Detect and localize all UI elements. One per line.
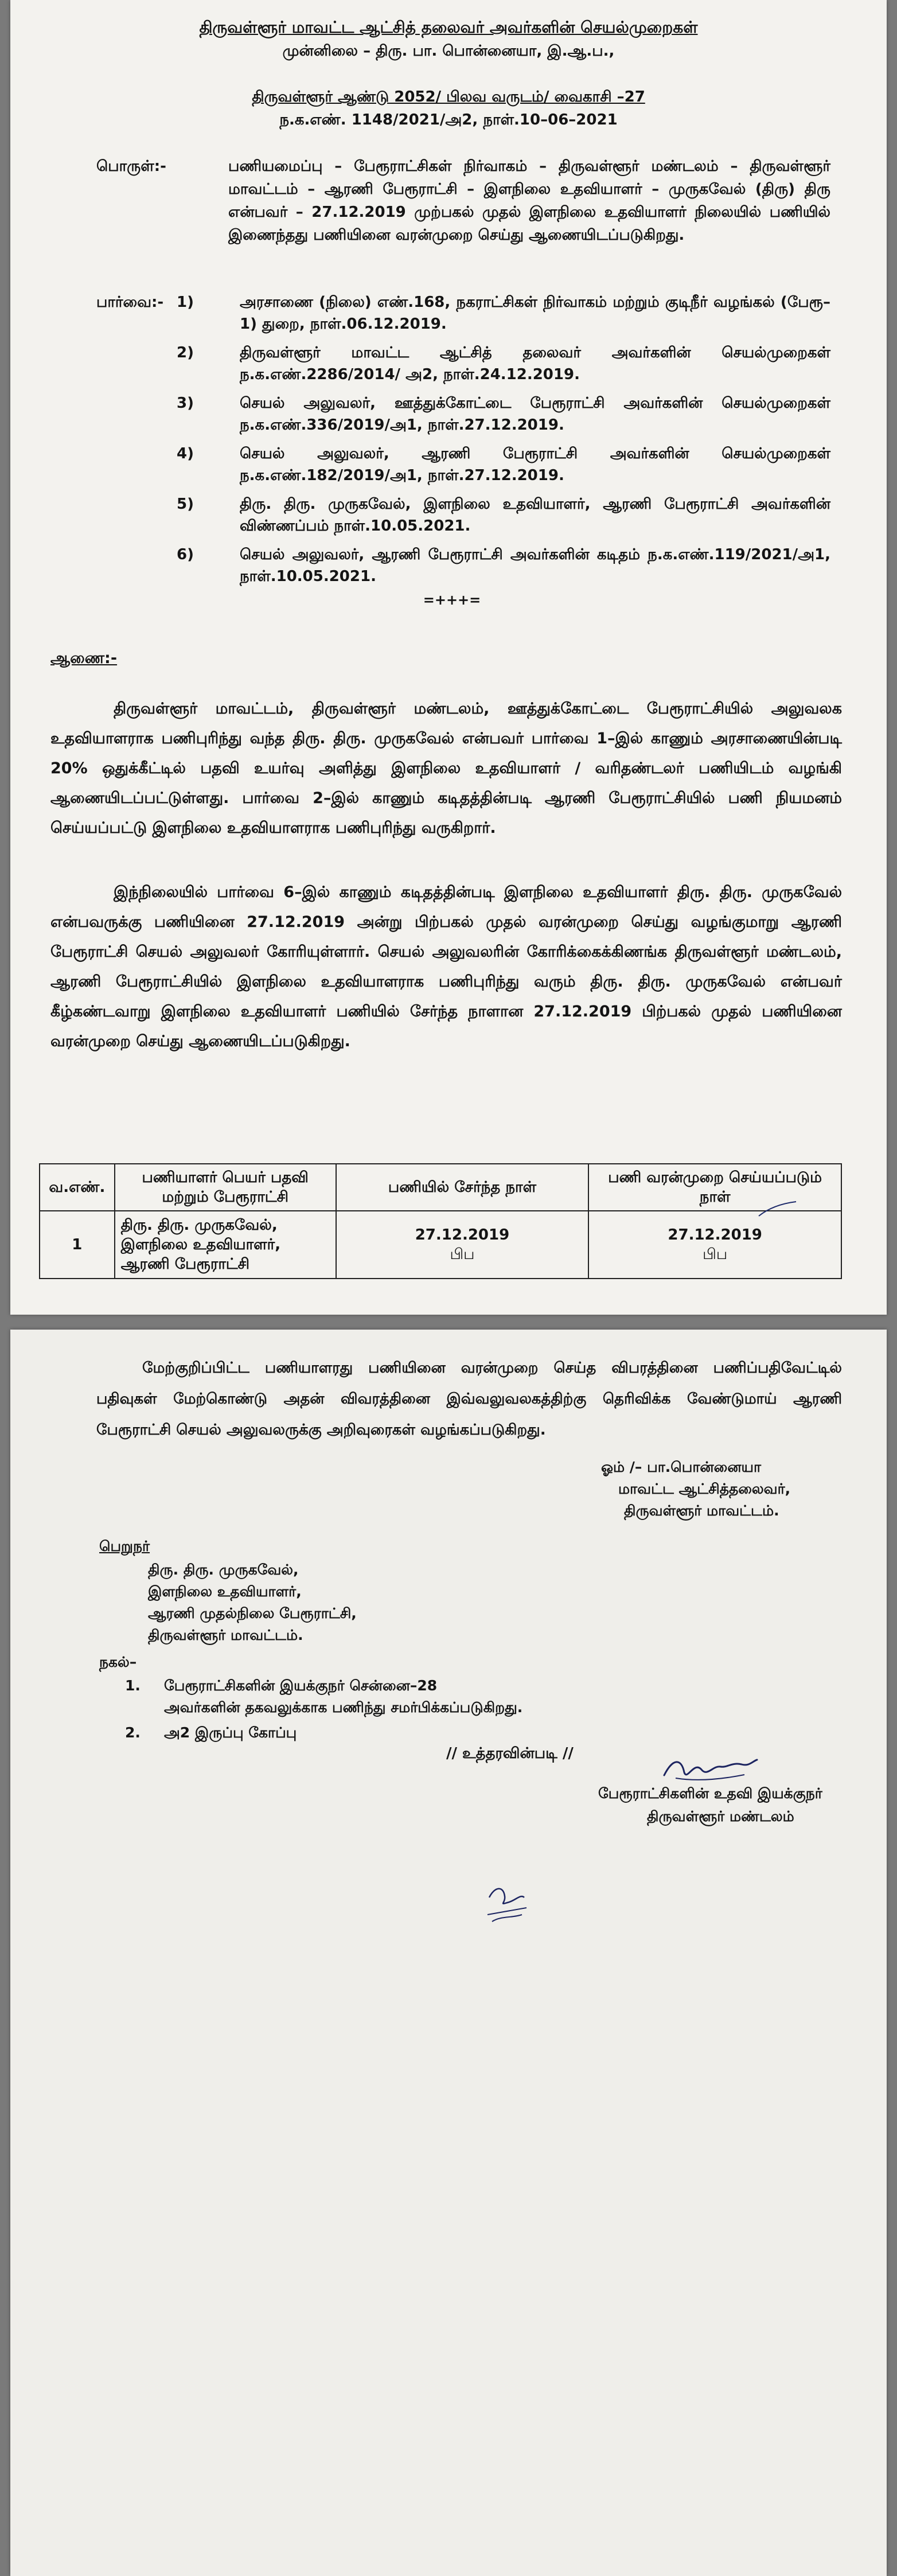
copy-label: நகல்– [99,1654,137,1670]
table-header-cell: வ.எண். [40,1164,115,1211]
recipient-line: ஆரணி முதல்நிலை பேரூராட்சி, [148,1605,357,1622]
copy-item-text: அ2 இருப்பு கோப்பு [164,1724,297,1741]
instruction-paragraph: மேற்குறிப்பிட்ட பணியாளரது பணியினை வரன்முறை செய்த விபரத்தினை பணிப்பதிவேட்டில் பதிவுகள் மேற்கொண்டு அதன் விவரத்தினை இவ்வலுவலகத்திற்கு தெரிவிக்க வேண்டுமாய் ஆரணி பேரூராட்சி செயல் அலுவலருக்கு அறிவுரைகள் வழங்கப்படுகிறது. [96,1359,842,1439]
by-order-line: // உத்தரவின்படி // [446,1745,574,1762]
references-separator: =+++= [423,592,481,608]
header-reference-number: ந.க.எண். 1148/2021/அ2, நாள்.10–06–2021 [279,111,618,128]
table-cell-joined [336,1211,589,1279]
order-paragraph-1: திருவள்ளூர் மாவட்டம், திருவள்ளூர் மண்டலம், ஊத்துக்கோட்டை பேரூராட்சியில் அலுவலக உதவியாளராக பணிபுரிந்து வந்த திரு. திரு. முருகவேல் என்பவர் பார்வை 1–இல் காணும் அரசாணையின்படி 20% ஒதுக்கீட்டில் பதவி உயர்வு அளித்து இளநிலை உதவியாளர் / வரிதண்டலர் பணியிடம் வழங்கி ஆணையிடப்பட்டுள்ளது. பார்வை 2–இல் காணும் கடிதத்தின்படி ஆரணி பேரூராட்சியில் பணி நியமனம் செய்யப்பட்டு இளநிலை உதவியாளராக பணிபுரிந்து வருகிறார். [50,700,842,837]
references-label: பார்வை:- [96,294,164,311]
regularised-session: பிப [703,1246,728,1263]
subject-label: பொருள்:- [96,158,166,175]
document-page-1: திருவள்ளூர் மாவட்ட ஆட்சித் தலைவர் அவர்களின் செயல்முறைகள் முன்னிலை – திரு. பா. பொன்னையா, இ.ஆ.ப., திருவள்ளூர் ஆண்டு 2052/ பிலவ வருடம்/ வைகாசி –27 ந.க.எண். 1148/2021/அ2, நாள்.10–06–2021 பொருள்:- பணியமைப்பு – பேரூராட்சிகள் நிர்வாகம் – திருவள்ளூர் மண்டலம் – திருவள்ளூர் மாவட்டம் – ஆரணி பேரூராட்சி – இளநிலை உதவியாளர் – முருகவேல் (திரு) திரு என்பவர் – 27.12.2019 முற்பகல் முதல் இளநிலை உதவியாளர் நிலையில் பணியில் இணைந்தது பணியினை வரன்முறை செய்து ஆணையிடப்படுகிறது. பார்வை:- 1) அரசாணை (நிலை) எண்.168, நகராட்சிகள் நிர்வாகம் மற்றும் குடிநீர் வழங்கல் (பேரூ–1) துறை, நாள்.06.12.2019. 2) திருவள்ளூர் மாவட்ட ஆட்சித் தலைவர் அவர்களின் செயல்முறைகள் ந.க.எண்.2286/2014/ அ2, நாள்.24.12.2019. 3) செயல் அலுவலர், ஊத்துக்கோட்டை பேரூராட்சி அவர்களின் செயல்முறைகள் ந.க.எண்.336/2019/அ1, நாள்.27.12.2019. 4) செயல் அலுவலர், ஆரணி பேரூராட்சி அவர்களின் செயல்முறைகள் ந.க.எண்.182/2019/அ1, நாள்.27.12.2019. 5) திரு. திரு. முருகவேல், இளநிலை உதவியாளர், ஆரணி பேரூராட்சி அவர்களின் விண்ணப்பம் நாள்.10.05.2021. 6) செயல் அலுவலர், ஆரணி பேரூராட்சி அவர்களின் கடிதம் ந.க.எண்.119/2021/அ1, நாள்.10.05.2021. =+++= ஆணை:- திருவள்ளூர் மாவட்டம், திருவள்ளூர் மண்டலம், ஊத்துக்கோட்டை பேரூராட்சியில் அலுவலக உதவியாளராக பணிபுரிந்து வந்த திரு. திரு. முருகவேல் என்பவர் பார்வை 1–இல் காணும் அரசாணையின்படி 20% ஒதுக்கீட்டில் பதவி உயர்வு அளித்து இளநிலை உதவியாளர் / வரிதண்டலர் பணியிடம் வழங்கி ஆணையிடப்பட்டுள்ளது. பார்வை 2–இல் காணும் கடிதத்தின்படி ஆரணி பேரூராட்சியில் பணி நியமனம் செய்யப்பட்டு இளநிலை உதவியாளராக பணிபுரிந்து வருகிறார். இந்நிலையில் பார்வை 6–இல் காணும் கடிதத்தின்படி இளநிலை உதவியாளர் திரு. திரு. முருகவேல் என்பவருக்கு பணியினை 27.12.2019 அன்று பிற்பகல் முதல் வரன்முறை செய்து வழங்குமாறு ஆரணி பேரூராட்சி செயல் அலுவலர் கோரியுள்ளார். செயல் அலுவலரின் கோரிக்கைக்கிணங்க திருவள்ளூர் மண்டலம், ஆரணி பேரூராட்சியில் இளநிலை உதவியாளராக பணிபுரிந்து வரும் திரு. திரு. முருகவேல் என்பவர் கீழ்கண்டவாறு இளநிலை உதவியாளர் பணியில் சேர்ந்த நாளான 27.12.2019 பிற்பகல் முதல் பணியினை வரன்முறை செய்து ஆணையிடப்படுகிறது. வ.எண். பணியாளர் பெயர் பதவி மற்றும் பேரூராட்சி பணியில் சேர்ந்த நாள் பணி வரன்முறை செய்யப்படும் நாள் 1 திரு. திரு. முருகவேல், இளநிலை உதவியாளர், ஆரணி பேரூராட்சி 27.12.2019 பிப 27.12.2019 பிப [10,0,887,1315]
table-header-cell: பணியாளர் பெயர் பதவி மற்றும் பேரூராட்சி [115,1164,336,1211]
recipient-block [148,1559,357,1646]
signed-by-designation: மாவட்ட ஆட்சித்தலைவர், [618,1480,791,1497]
table-header-row [40,1164,841,1211]
recipient-line: திருவள்ளூர் மாவட்டம். [148,1627,303,1643]
subject-text: பணியமைப்பு – பேரூராட்சிகள் நிர்வாகம் – திருவள்ளூர் மண்டலம் – திருவள்ளூர் மாவட்டம் – ஆரணி பேரூராட்சி – இளநிலை உதவியாளர் – முருகவேல் (திரு) திரு என்பவர் – 27.12.2019 முற்பகல் முதல் இளநிலை உதவியாளர் நிலையில் பணியில் இணைந்தது பணியினை வரன்முறை செய்து ஆணையிடப்படுகிறது. [228,158,830,244]
header-tamil-date: திருவள்ளூர் ஆண்டு 2052/ பிலவ வருடம்/ வைகாசி –27 [252,88,645,106]
order-paragraph-2: இந்நிலையில் பார்வை 6–இல் காணும் கடிதத்தின்படி இளநிலை உதவியாளர் திரு. திரு. முருகவேல் என்பவருக்கு பணியினை 27.12.2019 அன்று பிற்பகல் முதல் வரன்முறை செய்து வழங்குமாறு ஆரணி பேரூராட்சி செயல் அலுவலர் கோரியுள்ளார். செயல் அலுவலரின் கோரிக்கைக்கிணங்க திருவள்ளூர் மண்டலம், ஆரணி பேரூராட்சியில் இளநிலை உதவியாளராக பணிபுரிந்து வரும் திரு. திரு. முருகவேல் என்பவர் கீழ்கண்டவாறு இளநிலை உதவியாளர் பணியில் சேர்ந்த நாளான 27.12.2019 பிற்பகல் முதல் பணியினை வரன்முறை செய்து ஆணையிடப்படுகிறது. [50,883,842,1050]
officer-designation: பேரூராட்சிகளின் உதவி இயக்குநர் [598,1785,822,1802]
regularised-date: 27.12.2019 [668,1226,762,1244]
joined-session: பிப [450,1246,475,1263]
recipient-line: இளநிலை உதவியாளர், [148,1583,302,1600]
pen-tick-mark [756,1199,802,1222]
joined-date: 27.12.2019 [415,1226,510,1244]
table-row [40,1211,841,1279]
initials-stamp [481,1880,532,1932]
signed-by-line: ஓம் /– பா.பொன்னையா [601,1459,762,1475]
officer-region: திருவள்ளூர் மண்டலம் [647,1808,794,1825]
table-header-cell: பணியில் சேர்ந்த நாள் [336,1164,589,1211]
table-cell-regularised [588,1211,841,1279]
table-header-cell: பணி வரன்முறை செய்யப்படும் நாள் [588,1164,841,1211]
recipient-line: திரு. திரு. முருகவேல், [148,1561,299,1578]
signed-by-district: திருவள்ளூர் மாவட்டம். [624,1502,779,1519]
regularisation-table [39,1163,842,1279]
copy-item-text: பேரூராட்சிகளின் இயக்குநர் சென்னை–28 [164,1677,438,1694]
document-page-2 [10,1330,887,2576]
copy-item-text: அவர்களின் தகவலுக்காக பணிந்து சமர்பிக்கப்படுகிறது. [164,1699,523,1716]
table-cell-employee: திரு. திரு. முருகவேல், இளநிலை உதவியாளர், ஆரணி பேரூராட்சி [115,1211,336,1279]
header-presiding-officer: முன்னிலை – திரு. பா. பொன்னையா, இ.ஆ.ப., [282,42,615,60]
header-title: திருவள்ளூர் மாவட்ட ஆட்சித் தலைவர் அவர்களின் செயல்முறைகள் [199,18,698,37]
order-heading: ஆணை:- [50,649,118,667]
copy-item-number: 1. [125,1677,141,1694]
recipient-label: பெறுநர் [99,1538,150,1554]
copy-item-number: 2. [125,1724,141,1741]
table-cell-sno: 1 [40,1211,115,1279]
